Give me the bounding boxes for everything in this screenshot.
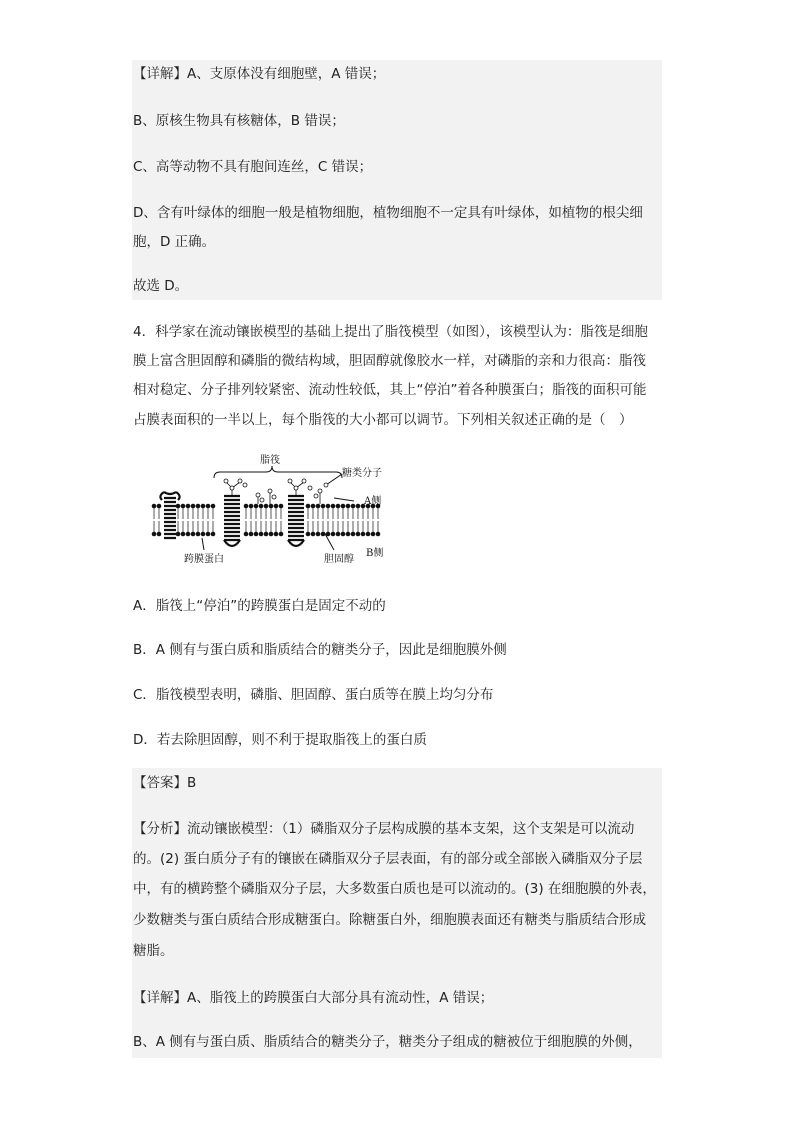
label-raft: 脂筏 [260,455,280,466]
analysis-line-4: 少数糖类与蛋白质结合形成糖蛋白。除糖蛋白外，细胞膜表面还有糖类与脂质结合形成 [133,912,646,928]
analysis-line-2: 的。(2) 蛋白质分子有的镶嵌在磷脂双分子层表面，有的部分或全部嵌入磷脂双分子层 [133,851,643,867]
transmembrane-protein-3 [288,496,304,546]
label-cholesterol: 胆固醇 [324,554,354,565]
analysis-line-3: 中，有的横跨整个磷脂双分子层，大多数蛋白质也是可以流动的。(3) 在细胞膜的外表， [133,881,656,897]
explain-prev-line-5: 故选 D。 [133,278,189,294]
label-side-a: A侧 [364,496,382,507]
explain-prev-line-3: C、高等动物不具有胞间连丝，C 错误； [133,159,373,175]
option-c: C．脂筏模型表明，磷脂、胆固醇、蛋白质等在膜上均匀分布 [133,687,494,703]
transmembrane-protein-1 [160,492,179,538]
explain-prev-line-1: 【详解】A、支原体没有细胞壁，A 错误； [133,66,386,82]
analysis-line-5: 糖脂。 [133,943,174,959]
explain-prev-line-4b: 胞，D 正确。 [133,234,216,250]
lipid-raft-figure [148,452,388,568]
lipid-heads-lower [152,532,381,537]
question-line-3: 相对稳定、分子排列较紧密、流动性较低，其上“停泊”着各种膜蛋白；脂筏的面积可能 [133,382,647,398]
lipid-heads-upper [152,504,381,509]
explain-prev-line-2: B、原核生物具有核糖体，B 错误； [133,113,345,129]
transmembrane-protein-2 [224,496,240,546]
explain-line-1: 【详解】A、脂筏上的跨膜蛋白大部分具有流动性，A 错误； [133,990,494,1006]
explanation-panel-top [132,60,662,300]
question-line-2: 膜上富含胆固醇和磷脂的微结构域，胆固醇就像胶水一样，对磷脂的亲和力很高：脂筏 [133,353,646,369]
label-sugar: 糖类分子 [342,468,382,479]
option-d: D．若去除胆固醇，则不利于提取脂筏上的蛋白质 [133,732,427,748]
analysis-line-1: 【分析】流动镶嵌模型：（1）磷脂双分子层构成膜的基本支架，这个支架是可以流动 [133,821,635,837]
lipid-tails [154,508,378,532]
label-side-b: B侧 [366,548,384,559]
question-line-4: 占膜表面积的一半以上，每个脂筏的大小都可以调节。下列相关叙述正确的是（ ） [133,412,633,428]
answer-line: 【答案】B [133,775,197,791]
explain-prev-line-4a: D、含有叶绿体的细胞一般是植物细胞，植物细胞不一定具有叶绿体，如植物的根尖细 [133,205,643,221]
label-transmembrane-protein: 跨膜蛋白 [184,554,224,565]
option-a: A．脂筏上“停泊”的跨膜蛋白是固定不动的 [133,598,386,614]
option-b: B．A 侧有与蛋白质和脂质结合的糖类分子，因此是细胞膜外侧 [133,642,507,658]
question-line-1: 4．科学家在流动镶嵌模型的基础上提出了脂筏模型（如图），该模型认为：脂筏是细胞 [133,324,648,340]
explain-line-2: B、A 侧有与蛋白质、脂质结合的糖类分子，糖类分子组成的糖被位于细胞膜的外侧， [133,1034,642,1050]
